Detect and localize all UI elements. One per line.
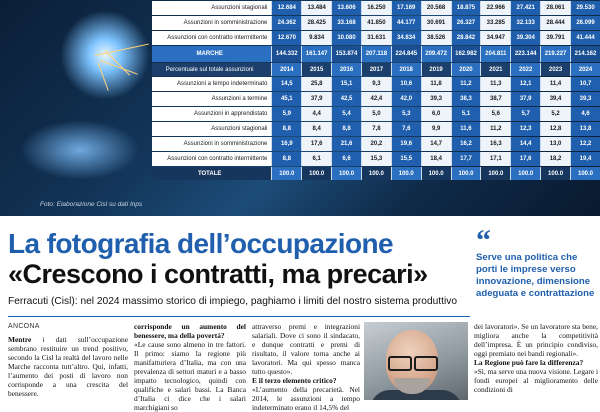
table-cell: 2019: [421, 63, 451, 76]
table-cell: 5,9: [271, 107, 301, 121]
table-cell: 37,9: [301, 92, 331, 106]
table-cell: 2014: [271, 63, 301, 76]
table-cell: 15,3: [361, 152, 391, 166]
table-cell: 5,3: [391, 107, 421, 121]
table-cell: 18,2: [540, 152, 570, 166]
article-subhead: Ferracuti (Cisl): nel 2024 massimo storico di impiego, paghiamo i limiti del nostro sistema produttivo: [8, 296, 457, 307]
table-cell: 12,3: [510, 122, 540, 136]
photo-credit: Foto: Elaborazione Cisl su dati Inps: [40, 201, 143, 208]
row-label: Assunzioni a tempo indeterminato: [152, 77, 271, 91]
table-cell: 38.526: [421, 31, 451, 45]
table-cell: 19,6: [391, 137, 421, 151]
dateline: ANCONA: [8, 323, 40, 330]
table-row: [152, 107, 600, 121]
table-cell: 18.875: [451, 1, 481, 15]
table-row: [152, 46, 600, 62]
table-row: [152, 122, 600, 136]
table-cell: 13.484: [301, 1, 331, 15]
table-cell: 11,2: [451, 77, 481, 91]
table-cell: 39,3: [421, 92, 451, 106]
table-cell: 5,0: [361, 107, 391, 121]
body-column-1: [8, 335, 128, 398]
table-cell: 19,4: [570, 152, 600, 166]
row-label: Assunzioni in somministrazione: [152, 137, 271, 151]
table-cell: 28.444: [540, 16, 570, 30]
table-cell: 162.982: [451, 46, 481, 62]
table-cell: 34.947: [480, 31, 510, 45]
table-cell: 33.168: [331, 16, 361, 30]
table-cell: 100.0: [480, 167, 510, 180]
row-label: Assunzioni in somministrazione: [152, 16, 271, 30]
table-cell: 44.177: [391, 16, 421, 30]
row-label: Assunzioni stagionali: [152, 1, 271, 15]
table-cell: 12,8: [540, 122, 570, 136]
table-cell: 161.147: [301, 46, 331, 62]
table-cell: 11,8: [421, 77, 451, 91]
table-cell: 2023: [540, 63, 570, 76]
row-label: MARCHE: [152, 46, 271, 62]
table-cell: 25,8: [301, 77, 331, 91]
table-cell: 18,4: [421, 152, 451, 166]
table-cell: 5,4: [331, 107, 361, 121]
table-cell: 33.285: [480, 16, 510, 30]
lead-word: Mentre: [8, 335, 32, 344]
table-cell: 8,4: [301, 122, 331, 136]
table-cell: 12.670: [271, 31, 301, 45]
employment-table: [152, 0, 600, 181]
table-row: [152, 31, 600, 45]
table-cell: 100.0: [271, 167, 301, 180]
row-label: Assunzioni con contratto intermittente: [152, 31, 271, 45]
table-cell: 16,9: [271, 137, 301, 151]
table-cell: 9,9: [421, 122, 451, 136]
table-cell: 4,4: [301, 107, 331, 121]
table-cell: 100.0: [510, 167, 540, 180]
table-cell: 204.811: [480, 46, 510, 62]
table-cell: 41.444: [570, 31, 600, 45]
table-row: [152, 63, 600, 76]
table-cell: 100.0: [421, 167, 451, 180]
table-cell: 223.144: [510, 46, 540, 62]
interview-question: La Regione può fare la differenza?: [474, 358, 584, 367]
table-cell: 15,1: [331, 77, 361, 91]
quote-mark-icon: “: [476, 224, 491, 257]
table-cell: 31.631: [361, 31, 391, 45]
article-headline: «Crescono i contratti, ma precari»: [8, 259, 428, 289]
table-cell: 2018: [391, 63, 421, 76]
table-cell: 21,6: [331, 137, 361, 151]
table-row: [152, 1, 600, 15]
table-cell: 30.691: [421, 16, 451, 30]
portrait-photo: [364, 322, 468, 400]
table-cell: 207.118: [361, 46, 391, 62]
article-kicker: La fotografia dell’occupazione: [8, 228, 393, 259]
table-cell: 9.834: [301, 31, 331, 45]
table-cell: 17,6: [510, 152, 540, 166]
table-cell: 2016: [331, 63, 361, 76]
table-cell: 26.099: [570, 16, 600, 30]
table-cell: 100.0: [331, 167, 361, 180]
table-cell: 10.080: [331, 31, 361, 45]
body-column-4: [474, 322, 598, 394]
table-row: [152, 167, 600, 180]
table-cell: 28.061: [540, 1, 570, 15]
table-cell: 37,9: [510, 92, 540, 106]
table-cell: 224.845: [391, 46, 421, 62]
table-cell: 6,1: [301, 152, 331, 166]
table-cell: 2020: [451, 63, 481, 76]
table-cell: 8,8: [271, 152, 301, 166]
table-cell: 14,7: [421, 137, 451, 151]
table-cell: 219.227: [540, 46, 570, 62]
table-cell: 39,4: [540, 92, 570, 106]
table-cell: 15,5: [391, 152, 421, 166]
table-cell: 11,2: [480, 122, 510, 136]
table-cell: 11,6: [451, 122, 481, 136]
table-cell: 8,8: [271, 122, 301, 136]
table-cell: 17.169: [391, 1, 421, 15]
row-label: Assunzioni con contratto intermittente: [152, 152, 271, 166]
table-cell: 39.791: [540, 31, 570, 45]
table-cell: 209.472: [421, 46, 451, 62]
table-cell: 38,3: [451, 92, 481, 106]
table-cell: 20,2: [361, 137, 391, 151]
table-cell: 14,4: [510, 137, 540, 151]
table-cell: 39,3: [570, 92, 600, 106]
table-cell: 144.332: [271, 46, 301, 62]
table-cell: 39.304: [510, 31, 540, 45]
table-cell: 16,3: [480, 137, 510, 151]
paragraph: «Sì, ma serve una nuova visione. Legare i fondi europei al miglioramento delle condizioni di: [474, 367, 598, 394]
table-cell: 26.327: [451, 16, 481, 30]
table-cell: 2022: [510, 63, 540, 76]
table-cell: 7,8: [361, 122, 391, 136]
table-cell: 6,6: [331, 152, 361, 166]
table-cell: 20.568: [421, 1, 451, 15]
table-cell: 12.684: [271, 1, 301, 15]
table-cell: 11,3: [480, 77, 510, 91]
table-cell: 27.421: [510, 1, 540, 15]
table-cell: 10,6: [391, 77, 421, 91]
body-column-3: [252, 322, 360, 412]
row-label: Percentuale sul totale assunzioni: [152, 63, 271, 76]
table-cell: 5,2: [540, 107, 570, 121]
table-cell: 5,6: [480, 107, 510, 121]
table-cell: 28.425: [301, 16, 331, 30]
table-cell: 13,8: [570, 122, 600, 136]
table-cell: 100.0: [391, 167, 421, 180]
table-cell: 10,7: [570, 77, 600, 91]
table-row: [152, 77, 600, 91]
row-label: TOTALE: [152, 167, 271, 180]
paragraph: «L’aumento della precarietà. Nel 2014, le assunzioni a tempo indeterminato erano il 14,5% del: [252, 385, 360, 412]
table-cell: 34.834: [391, 31, 421, 45]
pull-quote: Serve una politica che porti le imprese verso innovazione, dimensione adeguata e contrattazione: [476, 252, 595, 299]
table-cell: 38,7: [480, 92, 510, 106]
table-cell: 13.606: [331, 1, 361, 15]
table-cell: 17,1: [480, 152, 510, 166]
table-cell: 8,8: [331, 122, 361, 136]
table-cell: 13,0: [540, 137, 570, 151]
table-cell: 29.530: [570, 1, 600, 15]
table-cell: 28.842: [451, 31, 481, 45]
table-cell: 17,7: [451, 152, 481, 166]
table-cell: 42,0: [391, 92, 421, 106]
welding-glow: [60, 10, 150, 100]
paragraph: «Le cause sono almeno in tre fattori. Il primo: siamo la regione più manifatturiera d’Italia, ma con una prevalenza di settori maturi e a basso impatto tecnologico, quindi con qualifiche e salari bassi. La Banca d’Italia ci dice che i salari marchigiani so: [134, 340, 246, 412]
table-cell: 100.0: [570, 167, 600, 180]
body-column-2: [134, 322, 246, 412]
row-label: Assunzioni a termine: [152, 92, 271, 106]
table-cell: 16,2: [451, 137, 481, 151]
table-row: [152, 137, 600, 151]
table-row: [152, 16, 600, 30]
table-cell: 2021: [480, 63, 510, 76]
table-cell: 41.850: [361, 16, 391, 30]
table-cell: 45,1: [271, 92, 301, 106]
table-cell: 16.250: [361, 1, 391, 15]
table-cell: 153.874: [331, 46, 361, 62]
table-cell: 11,4: [540, 77, 570, 91]
table-cell: 2017: [361, 63, 391, 76]
table-cell: 12,1: [510, 77, 540, 91]
table-cell: 100.0: [361, 167, 391, 180]
row-label: Assunzioni in apprendistato: [152, 107, 271, 121]
interview-question: E il terzo elemento critico?: [252, 376, 337, 385]
table-cell: 100.0: [540, 167, 570, 180]
table-cell: 9,3: [361, 77, 391, 91]
table-cell: 7,6: [391, 122, 421, 136]
paragraph: dei lavoratori». Se un lavoratore sta bene, migliora anche la competitività dell’impresa. È un principio condiviso, oggi premiato nei bandi regionali».: [474, 322, 598, 358]
table-cell: 2024: [570, 63, 600, 76]
table-cell: 12,2: [570, 137, 600, 151]
table-cell: 4,6: [570, 107, 600, 121]
table-cell: 5,1: [451, 107, 481, 121]
table-cell: 6,0: [421, 107, 451, 121]
light-reflection: [20, 120, 140, 180]
table-cell: 24.362: [271, 16, 301, 30]
table-cell: 214.162: [570, 46, 600, 62]
interview-question: corrisponde un aumento del benessere, ma della povertà?: [134, 322, 246, 340]
table-cell: 2015: [301, 63, 331, 76]
table-cell: 5,7: [510, 107, 540, 121]
table-cell: 42,4: [361, 92, 391, 106]
table-cell: 14,5: [271, 77, 301, 91]
paragraph: i dati sull’occupazione sembrano restituire un trend positivo, secondo la Cisl la realtà del lavoro nelle Marche racconta tutt’altro. Qui, infatti, l’aumento dei posti di lavoro non corrisponde a una crescita del benessere.: [8, 335, 128, 398]
table-row: [152, 92, 600, 106]
table-cell: 100.0: [301, 167, 331, 180]
table-cell: 42,5: [331, 92, 361, 106]
table-cell: 22.966: [480, 1, 510, 15]
table-cell: 32.133: [510, 16, 540, 30]
table-row: [152, 152, 600, 166]
table-cell: 100.0: [451, 167, 481, 180]
divider: [8, 316, 470, 317]
table-cell: 17,6: [301, 137, 331, 151]
row-label: Assunzioni stagionali: [152, 122, 271, 136]
paragraph: attraverso premi e integrazioni salariali. Dove ci sono il sindacato, e dunque contratti e premi di risultato, il valore torna anche ai lavoratori. Ma qui spesso manca tutto questo».: [252, 322, 360, 376]
